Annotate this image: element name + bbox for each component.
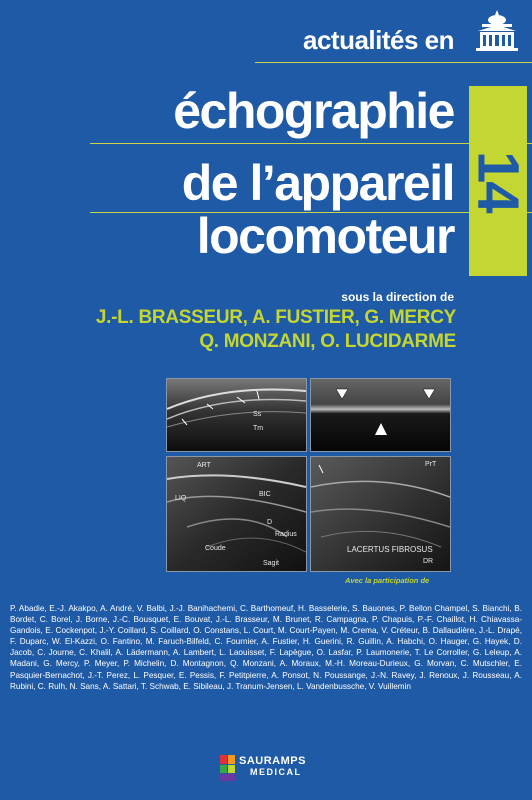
label-radius: Radius xyxy=(275,531,297,538)
publisher-sub: MEDICAL xyxy=(250,767,302,777)
label-prt: PrT xyxy=(425,461,437,468)
ultrasound-image-3 xyxy=(166,456,307,572)
label-sagit: Sagit xyxy=(263,560,279,567)
label-lacertus: LACERTUS FIBROSUS xyxy=(347,545,433,554)
publisher-name: SAURAMPS xyxy=(239,755,306,767)
label-ss: Ss xyxy=(253,411,262,418)
label-art: ART xyxy=(197,462,211,469)
title-pretitle: actualités en xyxy=(302,25,454,55)
publisher-mark-icon xyxy=(220,755,235,781)
label-dr: DR xyxy=(423,558,434,565)
label-liq: LIQ xyxy=(175,495,187,502)
direction-label: sous la direction de xyxy=(341,290,454,304)
participation-label: Avec la participation de xyxy=(345,576,430,585)
divider-line-2 xyxy=(90,143,532,144)
label-d: D xyxy=(267,519,273,526)
ultrasound-image-2 xyxy=(310,378,451,452)
title-line-2: de l’appareil xyxy=(181,155,454,211)
series-badge xyxy=(465,86,531,276)
series-number: 14 xyxy=(465,150,531,212)
ultrasound-image-4 xyxy=(310,456,451,572)
title-line-1: échographie xyxy=(173,83,454,139)
editors-line-1: J.-L. BRASSEUR, A. FUSTIER, G. MERCY xyxy=(95,307,456,328)
label-tm: Tm xyxy=(253,425,264,432)
ultrasound-image-1 xyxy=(166,378,307,452)
publisher-logo xyxy=(220,755,320,781)
divider-line-1 xyxy=(255,62,532,63)
building-icon xyxy=(472,6,522,54)
title-line-3: locomoteur xyxy=(196,208,454,264)
label-coude: Coude xyxy=(205,545,226,552)
label-bic: BIC xyxy=(259,491,271,498)
editors-line-2: Q. MONZANI, O. LUCIDARME xyxy=(199,331,456,352)
contributors-list: P. Abadie, E.-J. Akakpo, A. André, V. Balbi, J.-J. Banihachemi, C. Barthomeuf, H. Basselerie, S. Bauones, P. Bellon Champel, S. Bianchi, B. Bordet, C. Borel, J. Borne, J.-C. Bousquet, E. Bouvat, J.-L. Brasseur, M. Brunet, R. Campagna, P. Chapuis, P.-F. Chaillot, H. Chiavassa-Gandois, E. Cockenpot, J.-Y. Coillard, S. Coillard, O. Constans, L. Court, M. Court-Payen, M. Crema, V. Créteur, B. Dallaudière, J.-L. Drapé, F. Duparc, W. El-Kazzi, O. Fantino, M. Faruch-Bilfeld, C. Fournier, A. Fustier, H. Guerini, R. Guillin, A. Habchi, O. Hauger, G. Hayek, D. Jacob, C. Journe, C. Khalil, A. Lädermann, A. Lambert, L. Laouisset, F. Lapègue, O. Lasfar, P. Laumonerie, T. Le Corroller, G. Leleup, A. Madani, G. Mercy, P. Meyer, P. Michelin, D. Montagnon, Q. Monzani, A. Moraux, M.-H. Moreau-Durieux, G. Morvan, C. Mutschler, E. Pasquier-Bernachot, J.-T. Perez, L. Pesquer, E. Pessis, F. Petitpierre, A. Ponsot, N. Poussange, J.-N. Ravey, J. Renoux, J. Rousseau, A. Rubini, C. Rulh, N. Sans, A. Sattari, T. Schwab, E. Sibileau, J. Tranum-Jensen, L. Vandenbussche, V. Vuillemin xyxy=(10,604,522,691)
